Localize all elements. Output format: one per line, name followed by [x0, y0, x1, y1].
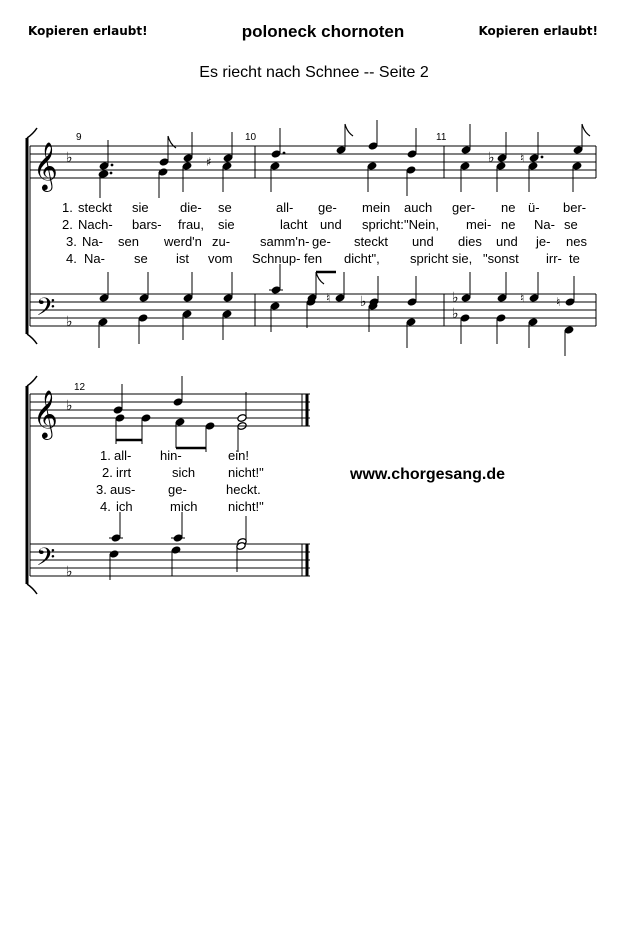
- lyric-syllable: ich: [116, 499, 133, 514]
- lyric-syllable: se: [134, 251, 148, 266]
- lyric-syllable: dies: [458, 234, 482, 249]
- key-signature-flat: ♭: [66, 150, 73, 166]
- lyric-syllable: 2.: [62, 217, 73, 232]
- lyric-syllable: "sonst: [483, 251, 519, 266]
- lyric-syllable: samm'n-: [260, 234, 310, 249]
- lyric-syllable: 3.: [66, 234, 77, 249]
- key-signature-flat: ♭: [66, 314, 73, 330]
- lyric-syllable: Na-: [82, 234, 103, 249]
- lyric-syllable: und: [412, 234, 434, 249]
- lyric-syllable: sie: [132, 200, 149, 215]
- treble-clef: 𝄞: [33, 141, 58, 190]
- lyric-syllable: frau,: [178, 217, 205, 232]
- lyric-syllable: sie: [218, 217, 235, 232]
- lyric-syllable: nicht!": [228, 465, 264, 480]
- lyric-syllable: auch: [404, 200, 433, 215]
- lyric-syllable: nes: [566, 234, 587, 249]
- lyric-syllable: Na-: [534, 217, 555, 232]
- bass-clef: 𝄢: [36, 543, 56, 578]
- lyric-syllable: irr-: [546, 251, 562, 266]
- bracket-hook: [27, 376, 37, 386]
- lyric-syllable: lacht: [280, 217, 308, 232]
- sharp-sign: ♯: [206, 155, 212, 169]
- website-link[interactable]: www.chorgesang.de: [350, 466, 505, 483]
- lyric-syllable: 1.: [100, 448, 111, 463]
- measure-number: 10: [245, 132, 257, 143]
- lyric-syllable: steckt: [354, 234, 388, 249]
- lyric-syllable: ber-: [563, 200, 587, 215]
- lyric-syllable: ger-: [452, 200, 476, 215]
- bracket-hook: [27, 334, 37, 344]
- lyric-syllable: se: [564, 217, 578, 232]
- lyric-syllable: "Nein,: [404, 217, 439, 232]
- lyric-syllable: und: [496, 234, 518, 249]
- lyric-syllable: ne: [501, 200, 516, 215]
- lyric-syllable: te: [569, 251, 580, 266]
- key-signature-flat: ♭: [66, 564, 73, 580]
- lyric-syllable: zu-: [212, 234, 231, 249]
- augmentation-dot: [111, 164, 114, 167]
- lyric-syllable: mein: [362, 200, 391, 215]
- key-signature-flat: ♭: [66, 398, 73, 414]
- lyric-syllable: fen: [304, 251, 323, 266]
- natural-sign: ♮: [556, 295, 561, 309]
- lyric-syllable: ge-: [312, 234, 331, 249]
- lyric-syllable: die-: [180, 200, 202, 215]
- flat-sign: ♭: [360, 294, 367, 310]
- lyric-syllable: all-: [276, 200, 294, 215]
- lyric-syllable: 4.: [100, 499, 111, 514]
- lyric-syllable: 3.: [96, 482, 107, 497]
- measure-number: 9: [76, 132, 82, 143]
- lyric-syllable: vom: [208, 251, 233, 266]
- lyric-syllable: Nach-: [78, 217, 113, 232]
- measure-number: 12: [74, 382, 86, 393]
- lyric-syllable: 1.: [62, 200, 73, 215]
- augmentation-dot: [110, 172, 113, 175]
- lyric-syllable: steckt: [78, 200, 112, 215]
- lyric-syllable: hin-: [160, 448, 182, 463]
- lyric-syllable: spricht:: [362, 217, 404, 232]
- lyric-syllable: ge-: [318, 200, 337, 215]
- lyric-syllable: sich: [172, 465, 196, 480]
- lyric-syllable: ü-: [528, 200, 540, 215]
- lyric-syllable: werd'n: [164, 234, 202, 249]
- natural-sign: ♮: [326, 291, 331, 305]
- lyric-syllable: Na-: [84, 251, 105, 266]
- natural-sign: ♮: [520, 291, 525, 305]
- flat-sign: ♭: [452, 290, 459, 306]
- lyric-syllable: se: [218, 200, 232, 215]
- publisher-title: poloneck chornoten: [241, 22, 405, 41]
- lyric-syllable: mich: [170, 499, 198, 514]
- lyric-syllable: nicht!": [228, 499, 264, 514]
- lyric-syllable: irrt: [116, 465, 132, 480]
- lyric-syllable: je-: [536, 234, 551, 249]
- lyric-syllable: aus-: [110, 482, 136, 497]
- lyric-syllable: sen: [118, 234, 139, 249]
- lyric-syllable: ein!: [228, 448, 249, 463]
- lyric-syllable: spricht: [410, 251, 449, 266]
- lyric-syllable: Schnup-: [252, 251, 301, 266]
- lyric-syllable: und: [320, 217, 342, 232]
- song-title: Es riecht nach Schnee -- Seite 2: [199, 64, 429, 81]
- lyric-syllable: ne: [501, 217, 516, 232]
- treble-clef: 𝄞: [33, 389, 58, 438]
- lyric-syllable: dicht",: [344, 251, 380, 266]
- lyric-syllable: bars-: [132, 217, 162, 232]
- augmentation-dot: [283, 152, 286, 155]
- lyric-syllable: ge-: [168, 482, 187, 497]
- measure-number: 11: [436, 132, 447, 143]
- bracket-hook: [27, 584, 37, 594]
- lyric-syllable: ist: [176, 251, 189, 266]
- lyric-syllable: 4.: [66, 251, 77, 266]
- bracket-hook: [27, 128, 37, 138]
- flat-sign: ♭: [488, 150, 495, 166]
- copy-notice-right: Kopieren erlaubt!: [478, 24, 598, 38]
- note-flag: [316, 272, 324, 284]
- note-flag: [345, 124, 353, 136]
- natural-sign: ♮: [520, 151, 525, 165]
- augmentation-dot: [541, 156, 544, 159]
- bass-clef: 𝄢: [36, 293, 56, 328]
- lyric-syllable: 2.: [102, 465, 113, 480]
- lyric-syllable: sie,: [452, 251, 473, 266]
- flat-sign: ♭: [452, 306, 459, 322]
- lyric-syllable: heckt.: [226, 482, 261, 497]
- copy-notice-left: Kopieren erlaubt!: [28, 24, 148, 38]
- lyric-syllable: all-: [114, 448, 132, 463]
- note-flag: [582, 124, 590, 136]
- lyric-syllable: mei-: [466, 217, 492, 232]
